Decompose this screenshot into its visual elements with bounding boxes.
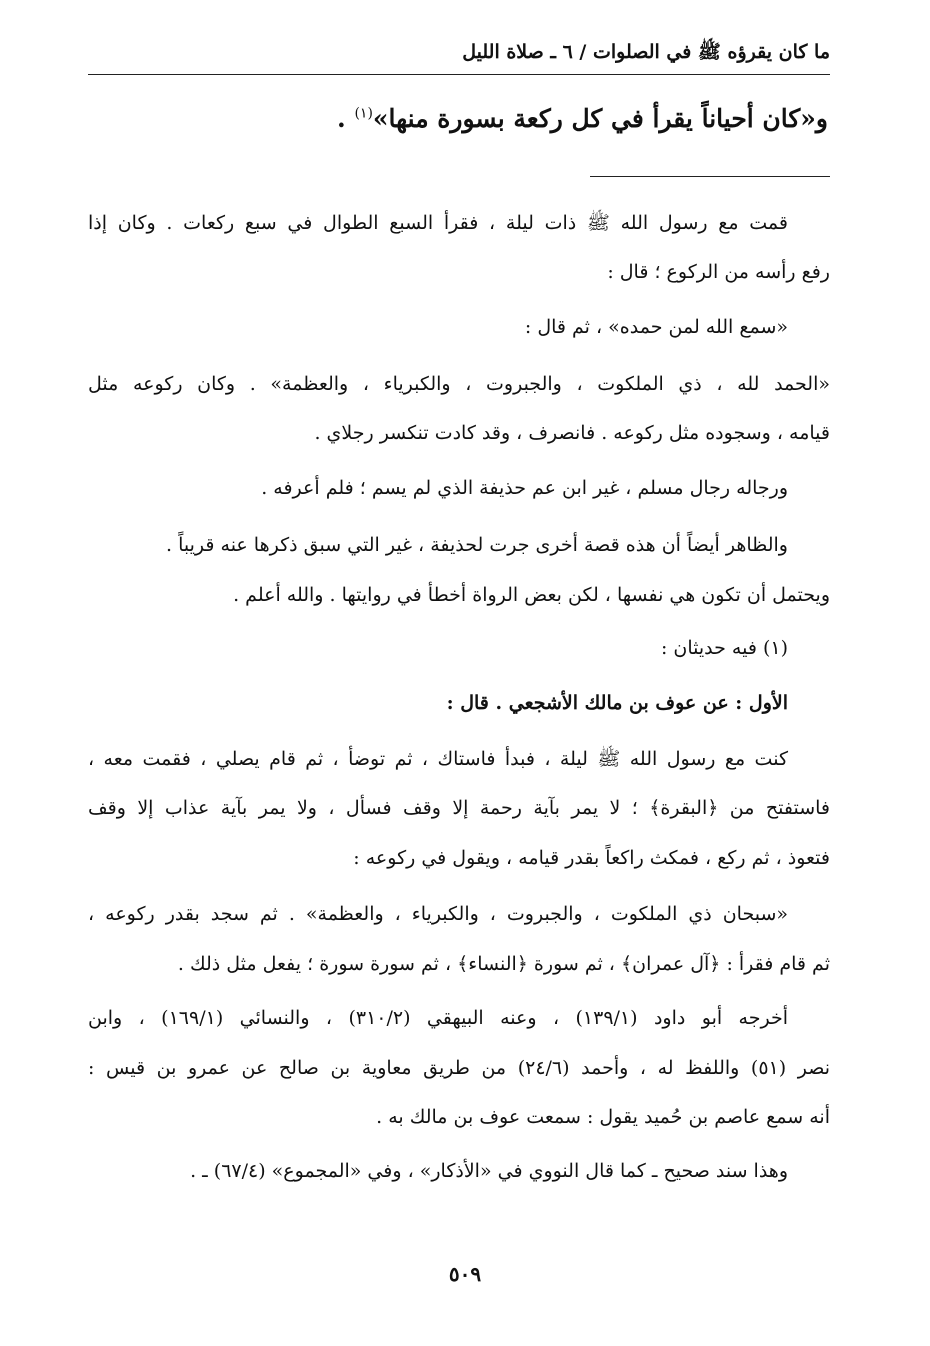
header-rule [88,74,830,75]
footnote-line: الأول : عن عوف بن مالك الأشجعي . قال : [446,692,788,714]
main-text-body: و«كان أحياناً يقرأ في كل ركعة بسورة منها» [372,104,828,133]
footnote-line: (١) فيه حديثان : [660,637,788,659]
main-text [92,104,828,133]
footnote-line: أخرجه أبو داود (١٣٩/١) ، وعنه البيهقي (٣١٠/٢) ، والنسائي (١٦٩/١) ، وابن [88,1007,788,1029]
footnote-line: قيامه ، وسجوده مثل ركوعه . فانصرف ، وقد كادت تنكسر رجلاي . [314,422,830,444]
footnote-line: أنه سمع عاصم بن حُميد يقول : سمعت عوف بن مالك به . [376,1106,830,1128]
footnote-ref: (١) [354,105,373,122]
footnote-line: والظاهر أيضاً أن هذه قصة أخرى جرت لحذيفة ، غير التي سبق ذكرها عنه قريباً . [166,534,788,556]
footnote-line: ويحتمل أن تكون هي نفسها ، لكن بعض الرواة أخطأ في روايتها . والله أعلم . [233,584,830,606]
footnote-line: ورجاله رجال مسلم ، غير ابن عم حذيفة الذي لم يسم ؛ فلم أعرفه . [261,477,788,499]
running-header: ما كان يقرؤه ﷺ في الصلوات / ٦ ـ صلاة الليل [462,41,830,63]
footnote-line: «سبحان ذي الملكوت ، والجبروت ، والكبرياء ، والعظمة» . ثم سجد بقدر ركوعه ، [88,903,788,925]
footnote-line: «الحمد لله ، ذي الملكوت ، والجبروت ، والكبرياء ، والعظمة» . وكان ركوعه مثل [88,373,830,395]
footnote-line: فاستفتح من ﴿البقرة﴾ ؛ لا يمر بآية رحمة إلا وقف فسأل ، ولا يمر بآية عذاب إلا وقف [88,797,830,819]
footnote-separator [590,176,830,177]
page-number: ٥٠٩ [448,1262,482,1286]
footnote-line: نصر (٥١) واللفظ له ، وأحمد (٢٤/٦) من طريق معاوية بن صالح عن عمرو بن قيس : [88,1057,830,1079]
footnote-line: قمت مع رسول الله ﷺ ذات ليلة ، فقرأ السبع الطوال في سبع ركعات . وكان إذا [88,212,788,234]
main-text-tail: . [337,104,355,133]
footnote-line: فتعوذ ، ثم ركع ، فمكث راكعاً بقدر قيامه ، ويقول في ركوعه : [353,847,830,869]
footnote-line: كنت مع رسول الله ﷺ ليلة ، فبدأ فاستاك ، ثم توضأ ، ثم قام يصلي ، فقمت معه ، [88,748,788,770]
footnote-line: ثم قام فقرأ : ﴿آل عمران﴾ ، ثم سورة ﴿النساء﴾ ، ثم سورة سورة ؛ يفعل مثل ذلك . [177,953,830,975]
footnote-line: وهذا سند صحيح ـ كما قال النووي في «الأذكار» ، وفي «المجموع» (٦٧/٤) ـ . [190,1160,788,1182]
footnote-line: «سمع الله لمن حمده» ، ثم قال : [524,316,788,338]
footnote-line: رفع رأسه من الركوع ؛ قال : [607,261,830,283]
